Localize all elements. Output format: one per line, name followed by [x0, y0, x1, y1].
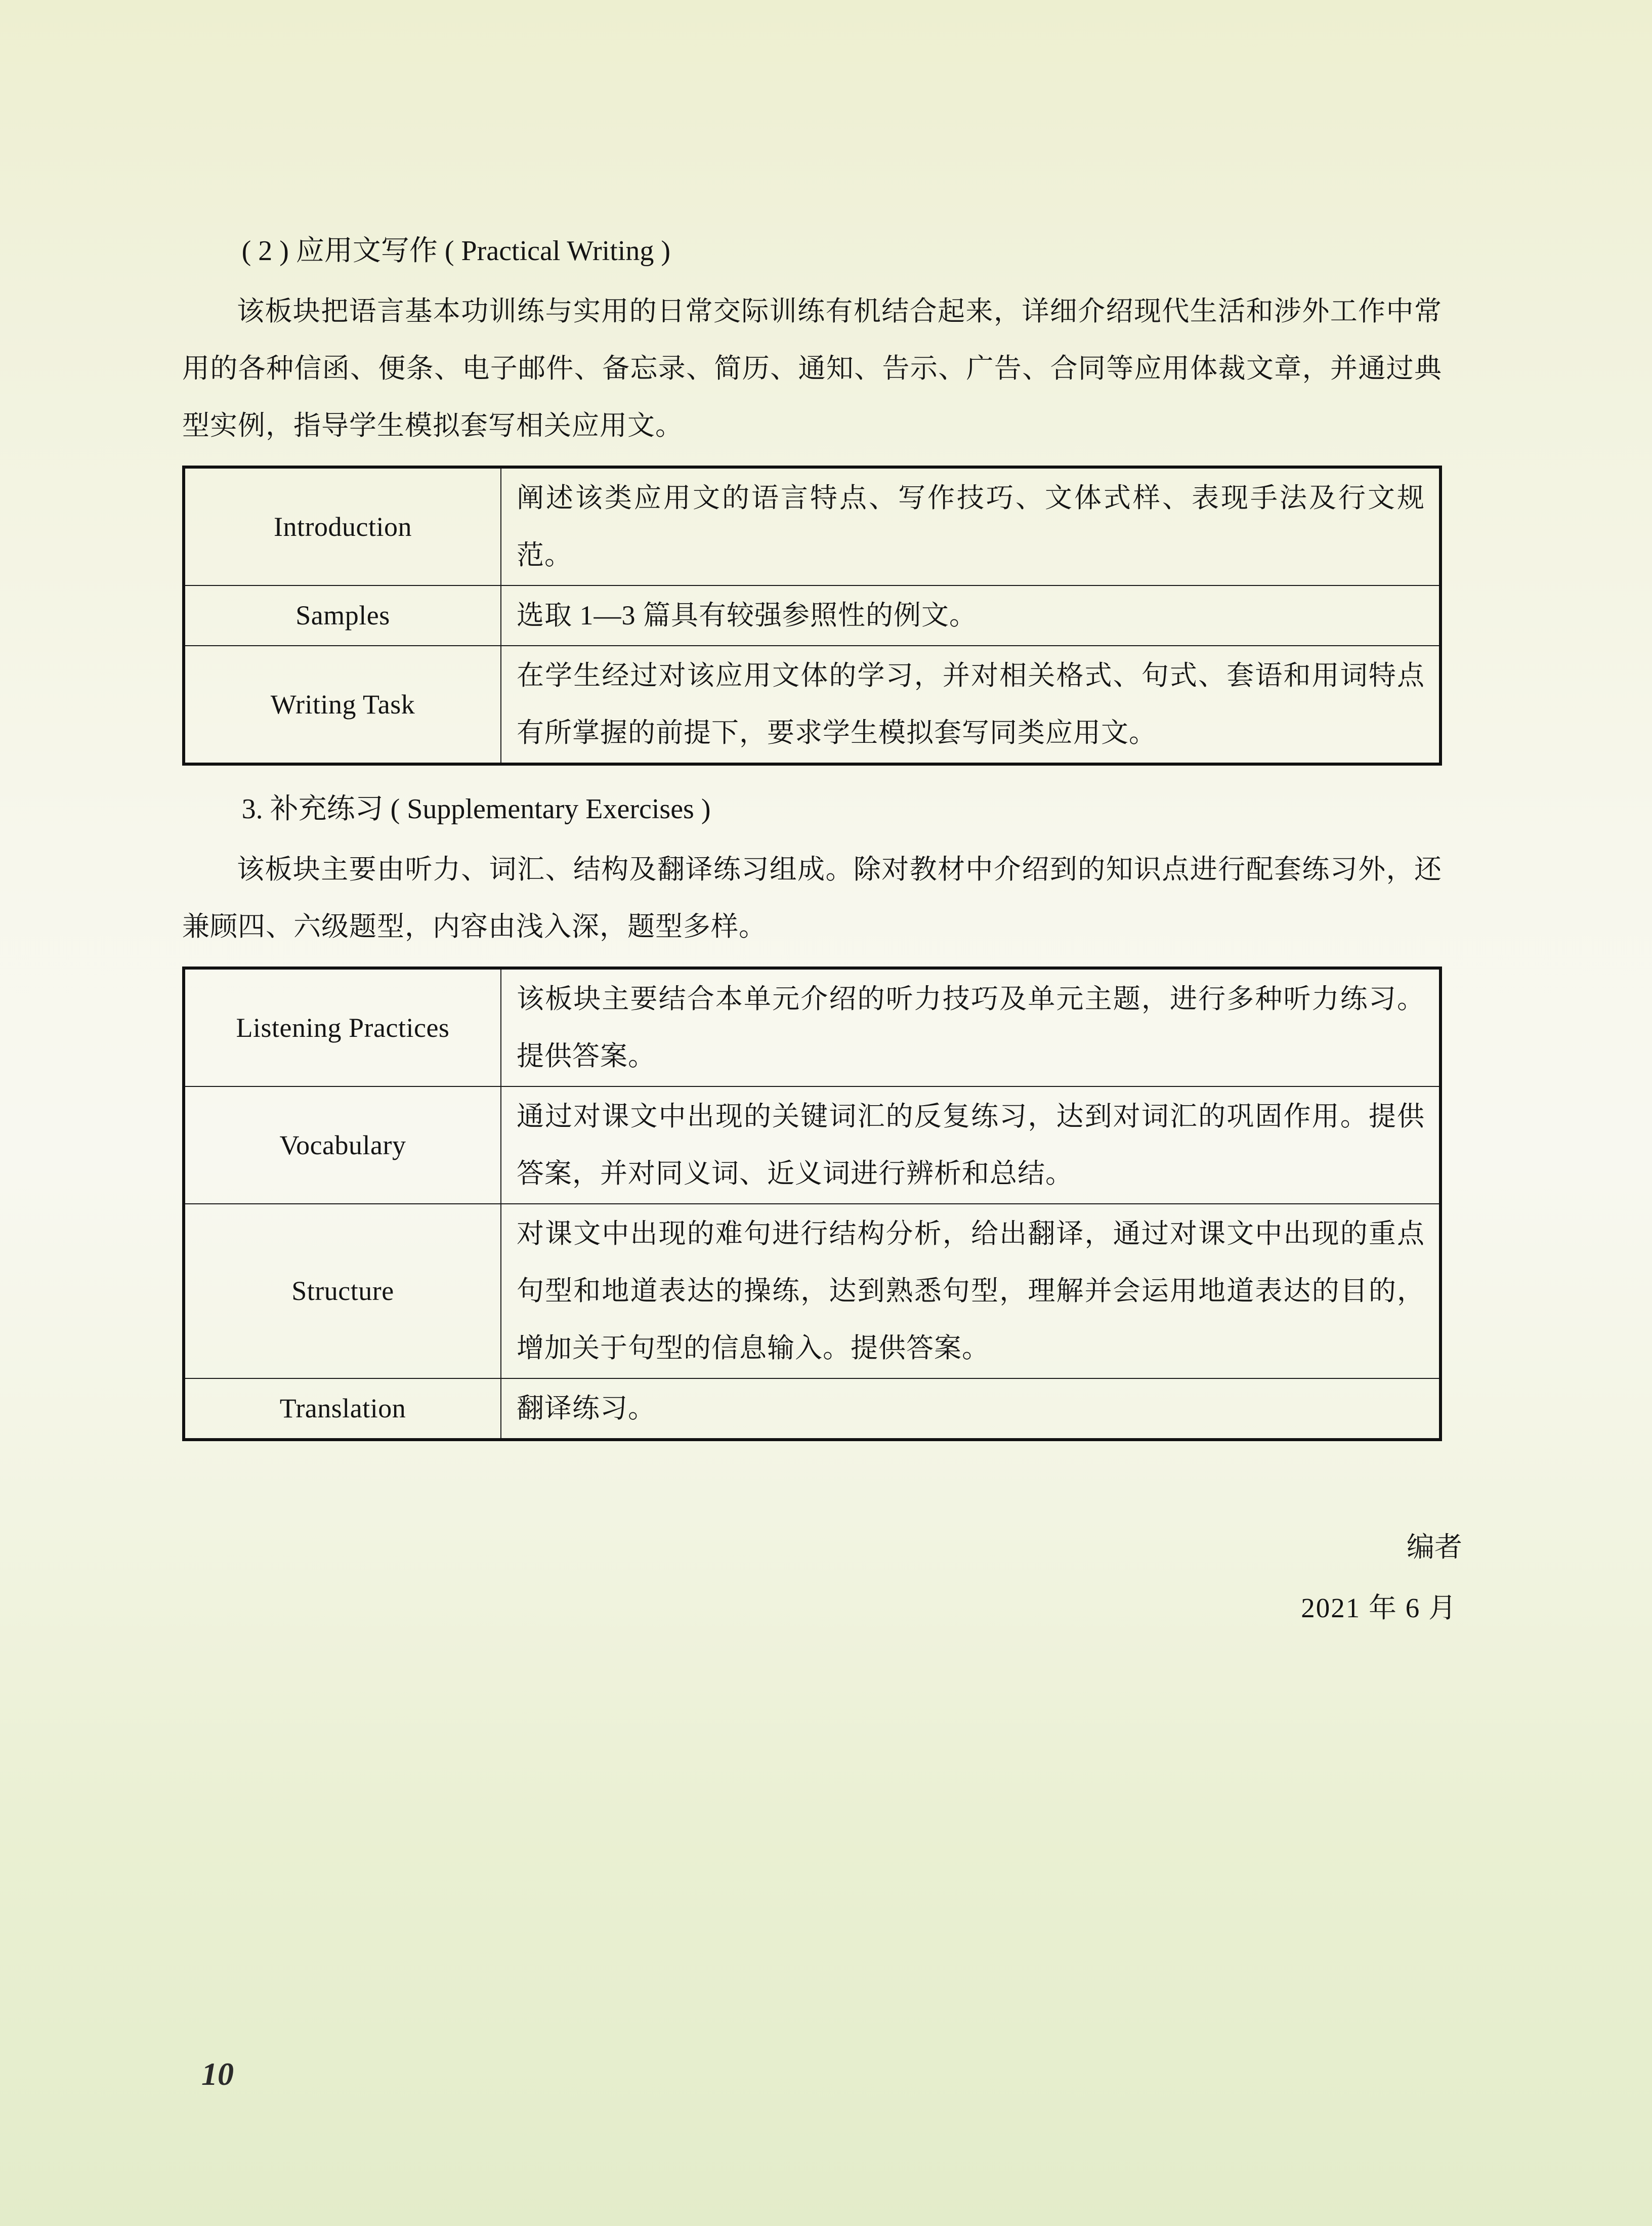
section-heading-supplementary-exercises: 3. 补充练习 ( Supplementary Exercises ): [241, 793, 711, 825]
row-label-structure: Structure: [184, 1204, 501, 1378]
date-line: 2021 年 6 月: [1301, 1592, 1457, 1623]
practical-writing-table: [182, 466, 1442, 766]
row-description: 翻译练习。: [501, 1378, 1441, 1440]
table-row: [184, 646, 1441, 764]
table-row: [184, 1086, 1441, 1204]
row-description: 通过对课文中出现的关键词汇的反复练习，达到对词汇的巩固作用。提供答案，并对同义词、近义词进行辨析和总结。: [501, 1086, 1441, 1204]
page-content: [182, 223, 1462, 1639]
author-line: 编者: [1406, 1532, 1462, 1563]
row-description: 在学生经过对该应用文体的学习，并对相关格式、句式、套语和用词特点有所掌握的前提下，要求学生模拟套写同类应用文。: [501, 646, 1441, 764]
page-number: 10: [201, 2056, 234, 2092]
row-description: 该板块主要结合本单元介绍的听力技巧及单元主题，进行多种听力练习。提供答案。: [501, 968, 1441, 1086]
table-row: [184, 585, 1441, 646]
row-label-translation: Translation: [184, 1378, 501, 1440]
row-label-samples: Samples: [184, 585, 501, 646]
practical-writing-paragraph: 该板块把语言基本功训练与实用的日常交际训练有机结合起来，详细介绍现代生活和涉外工作中常用的各种信函、便条、电子邮件、备忘录、简历、通知、告示、广告、合同等应用体裁文章，并通过典型实例，指导学生模拟套写相关应用文。: [182, 296, 1442, 441]
row-description: 选取 1—3 篇具有较强参照性的例文。: [501, 585, 1441, 646]
table-row: [184, 467, 1441, 585]
supplementary-table: [182, 967, 1442, 1441]
signoff-block: [182, 1517, 1462, 1639]
supplementary-paragraph: 该板块主要由听力、词汇、结构及翻译练习组成。除对教材中介绍到的知识点进行配套练习外，还兼顾四、六级题型，内容由浅入深，题型多样。: [182, 854, 1442, 942]
row-label-listening-practices: Listening Practices: [184, 968, 501, 1086]
table-row: [184, 1378, 1441, 1440]
table-row: [184, 968, 1441, 1086]
row-label-vocabulary: Vocabulary: [184, 1086, 501, 1204]
table-row: [184, 1204, 1441, 1378]
row-description: 对课文中出现的难句进行结构分析，给出翻译，通过对课文中出现的重点句型和地道表达的操练，达到熟悉句型，理解并会运用地道表达的目的，增加关于句型的信息输入。提供答案。: [501, 1204, 1441, 1378]
row-label-introduction: Introduction: [184, 467, 501, 585]
row-label-writing-task: Writing Task: [184, 646, 501, 764]
row-description: 阐述该类应用文的语言特点、写作技巧、文体式样、表现手法及行文规范。: [501, 467, 1441, 585]
section-heading-practical-writing: ( 2 ) 应用文写作 ( Practical Writing ): [241, 235, 671, 267]
